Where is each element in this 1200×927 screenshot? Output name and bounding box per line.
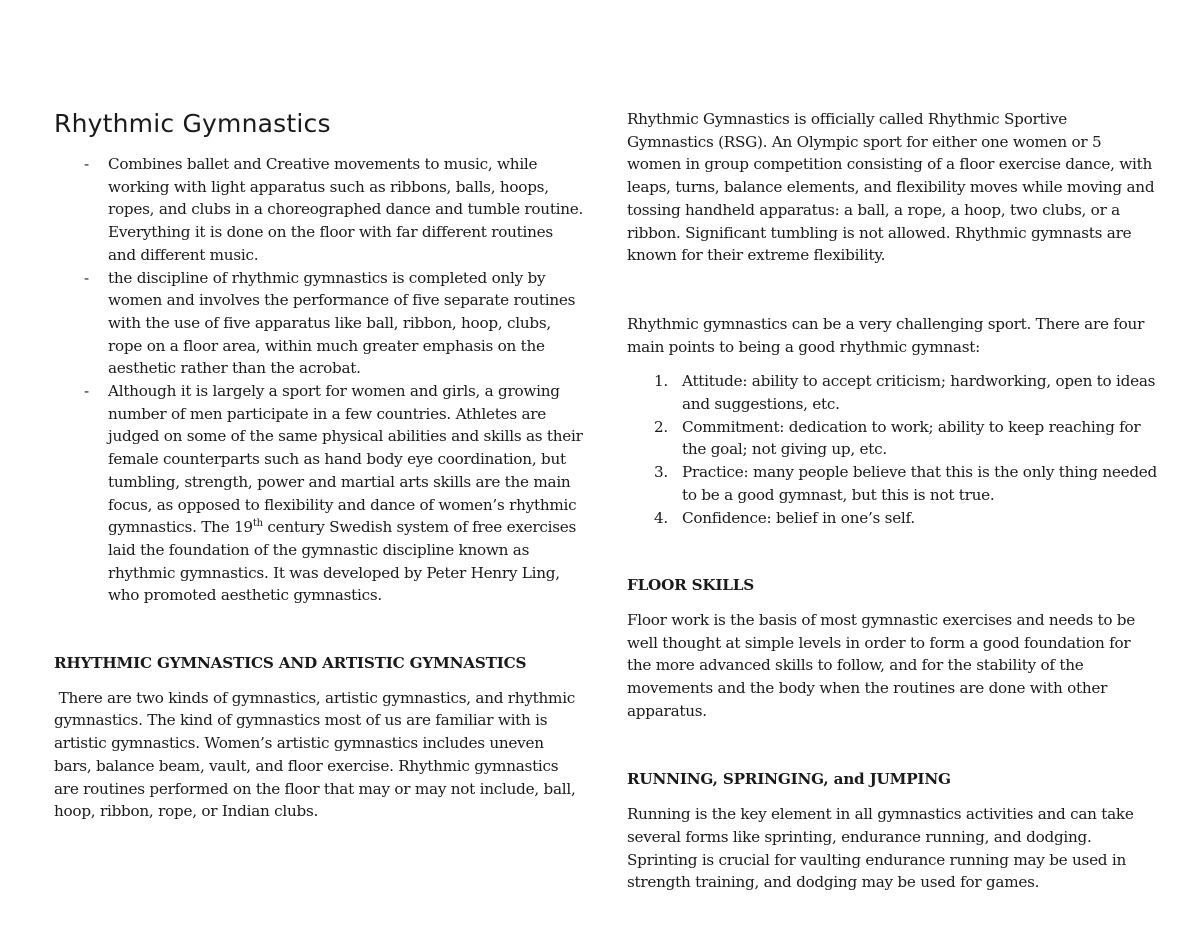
item-text: Confidence: belief in one’s self. (682, 508, 915, 527)
page-title: Rhythmic Gymnastics (54, 109, 331, 138)
bullet-item (54, 380, 584, 607)
section-heading-running: RUNNING, SPRINGING, and JUMPING (627, 770, 951, 789)
bullet-item (54, 267, 584, 381)
right-column (627, 108, 1157, 894)
bullet-marker: - (84, 268, 89, 287)
item-number: 3. (654, 463, 668, 482)
item-text: Practice: many people believe that this is the only thing needed to be a good gymnast, but this is not true. (682, 463, 1158, 504)
item-text: Commitment: dedication to work; ability to keep reaching for the goal; not giving up, etc. (682, 417, 1141, 459)
bullet-text-part2: century Swedish system of free exercises laid the foundation of the gymnastic discipline known as rhythmic gymnastics. It was developed by Peter Henry Ling, who promoted aesthetic gymnastics. (108, 518, 577, 605)
bullet-marker: - (84, 382, 89, 401)
superscript-th: th (252, 518, 263, 530)
bullet-list (54, 153, 584, 607)
section-heading-floor-skills: FLOOR SKILLS (627, 576, 755, 595)
section-body-rhythmic-vs-artistic: There are two kinds of gymnastics, artistic gymnastics, and rhythmic gymnastics. The kind of gymnastics most of us are familiar with is artistic gymnastics. Women’s artistic gymnastics includes uneven bars, balance beam, vault, and floor exercise. Rhythmic gymnastics are routines performed on the floor that may or may not include, ball, hoop, ribbon, rope, or Indian clubs. (54, 688, 581, 821)
item-text: Attitude: ability to accept criticism; hardworking, open to ideas and suggestions, etc. (682, 372, 1156, 414)
numbered-item (627, 416, 1157, 461)
item-number: 4. (654, 508, 668, 527)
section-body-running: Running is the key element in all gymnastics activities and can take several forms like sprinting, endurance running, and dodging. Sprinting is crucial for vaulting endurance running may be used in strength training, and dodging may be used for games. (627, 805, 1134, 892)
numbered-item (627, 507, 1157, 530)
bullet-item (54, 153, 584, 267)
bullet-text-part1: Although it is largely a sport for women and girls, a growing number of men participate in a few countries. Athletes are judged on some of the same physical abilities and skills as their female counterparts such as hand body eye coordination, but tumbling, strength, power and martial arts skills are the main focus, as opposed to flexibility and dance of women’s rhythmic gymnastics. The 19 (108, 382, 583, 537)
points-intro: Rhythmic gymnastics can be a very challenging sport. There are four main points to being a good rhythmic gymnast: (627, 314, 1145, 356)
bullet-marker: - (84, 155, 89, 173)
bullet-text: Combines ballet and Creative movements to music, while working with light apparatus such as ribbons, balls, hoops, ropes, and clubs in a choreographed dance and tumble routine. Everything it is done on the floor with far different routines and different music. (108, 155, 584, 264)
numbered-item (627, 461, 1157, 506)
section-body-floor-skills: Floor work is the basis of most gymnastic exercises and needs to be well thought at simple levels in order to form a good foundation for the more advanced skills to follow, and for the stability of the movements and the body when the routines are done with other apparatus. (627, 610, 1136, 720)
intro-paragraph: Rhythmic Gymnastics is officially called Rhythmic Sportive Gymnastics (RSG). An Olympic sport for either one women or 5 women in group competition consisting of a floor exercise dance, with leaps, turns, balance elements, and flexibility moves while moving and tossing handheld apparatus: a ball, a rope, a hoop, two clubs, or a ribbon. Significant tumbling is not allowed. Rhythmic gymnasts are known for their extreme flexibility. (627, 110, 1155, 265)
item-number: 2. (654, 417, 668, 436)
left-column (54, 108, 584, 823)
item-number: 1. (654, 372, 668, 391)
numbered-item (627, 370, 1157, 415)
bullet-text: the discipline of rhythmic gymnastics is completed only by women and involves the performance of five separate routines with the use of five apparatus like ball, ribbon, hoop, clubs, rope on a floor area, within much greater emphasis on the aesthetic rather than the acrobat. (108, 268, 576, 378)
section-heading-rhythmic-vs-artistic: RHYTHMIC GYMNASTICS AND ARTISTIC GYMNASTICS (54, 654, 527, 673)
numbered-list (627, 370, 1157, 529)
